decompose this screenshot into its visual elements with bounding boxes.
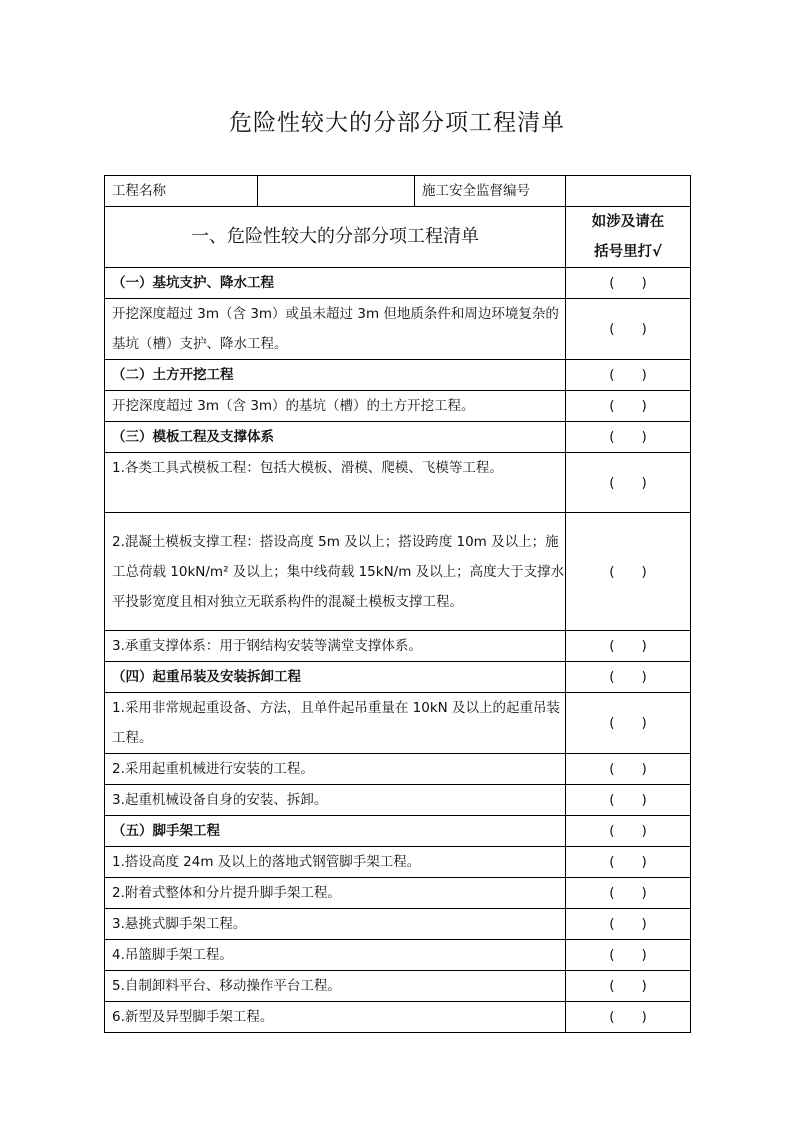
check-box[interactable]: ( ) — [566, 940, 691, 971]
section-header-row — [105, 207, 691, 268]
check-box[interactable]: ( ) — [566, 754, 691, 785]
item-row — [105, 785, 691, 816]
group-title-row — [105, 268, 691, 299]
group-title-row — [105, 816, 691, 847]
check-box[interactable]: ( ) — [566, 631, 691, 662]
check-box[interactable]: ( ) — [566, 268, 691, 299]
check-box[interactable]: ( ) — [566, 971, 691, 1002]
check-box[interactable]: ( ) — [566, 391, 691, 422]
item-text: 3.悬挑式脚手架工程。 — [105, 909, 566, 940]
check-instruction-header — [566, 207, 691, 268]
item-row — [105, 453, 691, 513]
item-row — [105, 693, 691, 754]
check-box[interactable]: ( ) — [566, 785, 691, 816]
item-row — [105, 847, 691, 878]
check-box[interactable]: ( ) — [566, 693, 691, 754]
check-box[interactable]: ( ) — [566, 360, 691, 391]
item-text: 2.混凝土模板支撑工程：搭设高度 5m 及以上；搭设跨度 10m 及以上；施工总荷载 10kN/m² 及以上；集中线荷载 15kN/m 及以上；高度大于支撑水平投影宽度且相对独立无联系构件的混凝土模板支撑工程。 — [105, 513, 566, 631]
item-row — [105, 909, 691, 940]
project-name-field[interactable] — [258, 176, 415, 207]
item-row — [105, 878, 691, 909]
group-title: （一）基坑支护、降水工程 — [105, 268, 566, 299]
check-header-line1: 如涉及请在 — [591, 214, 665, 230]
item-text: 5.自制卸料平台、移动操作平台工程。 — [105, 971, 566, 1002]
item-text: 1.搭设高度 24m 及以上的落地式钢管脚手架工程。 — [105, 847, 566, 878]
item-text: 6.新型及异型脚手架工程。 — [105, 1002, 566, 1033]
item-row — [105, 631, 691, 662]
item-text: 开挖深度超过 3m（含 3m）的基坑（槽）的土方开挖工程。 — [105, 391, 566, 422]
item-row — [105, 391, 691, 422]
check-box[interactable]: ( ) — [566, 453, 691, 513]
project-info-row — [105, 176, 691, 207]
check-box[interactable]: ( ) — [566, 513, 691, 631]
group-title: （四）起重吊装及安装拆卸工程 — [105, 662, 566, 693]
check-box[interactable]: ( ) — [566, 662, 691, 693]
item-row — [105, 971, 691, 1002]
group-title-row — [105, 662, 691, 693]
group-title-row — [105, 422, 691, 453]
check-box[interactable]: ( ) — [566, 299, 691, 360]
supervision-no-label: 施工安全监督编号 — [415, 176, 566, 207]
item-text: 1.各类工具式模板工程：包括大模板、滑模、爬模、飞模等工程。 — [105, 453, 566, 513]
check-box[interactable]: ( ) — [566, 1002, 691, 1033]
group-title: （三）模板工程及支撑体系 — [105, 422, 566, 453]
item-text: 3.承重支撑体系：用于钢结构安装等满堂支撑体系。 — [105, 631, 566, 662]
hazard-list-table — [104, 175, 691, 1033]
item-row — [105, 513, 691, 631]
item-text: 4.吊篮脚手架工程。 — [105, 940, 566, 971]
item-text: 1.采用非常规起重设备、方法，且单件起吊重量在 10kN 及以上的起重吊装工程。 — [105, 693, 566, 754]
check-box[interactable]: ( ) — [566, 847, 691, 878]
group-title-row — [105, 360, 691, 391]
supervision-no-field[interactable] — [566, 176, 691, 207]
group-title: （五）脚手架工程 — [105, 816, 566, 847]
item-row — [105, 940, 691, 971]
section-title: 一、危险性较大的分部分项工程清单 — [105, 207, 566, 268]
project-name-label: 工程名称 — [105, 176, 258, 207]
check-box[interactable]: ( ) — [566, 816, 691, 847]
check-box[interactable]: ( ) — [566, 909, 691, 940]
item-text: 3.起重机械设备自身的安装、拆卸。 — [105, 785, 566, 816]
item-row — [105, 299, 691, 360]
item-text: 2.采用起重机械进行安装的工程。 — [105, 754, 566, 785]
item-text: 2.附着式整体和分片提升脚手架工程。 — [105, 878, 566, 909]
document-title: 危险性较大的分部分项工程清单 — [229, 110, 565, 136]
check-box[interactable]: ( ) — [566, 422, 691, 453]
item-row — [105, 754, 691, 785]
check-header-line2: 括号里打√ — [594, 244, 662, 260]
item-row — [105, 1002, 691, 1033]
check-box[interactable]: ( ) — [566, 878, 691, 909]
group-title: （二）土方开挖工程 — [105, 360, 566, 391]
item-text: 开挖深度超过 3m（含 3m）或虽未超过 3m 但地质条件和周边环境复杂的基坑（槽）支护、降水工程。 — [105, 299, 566, 360]
